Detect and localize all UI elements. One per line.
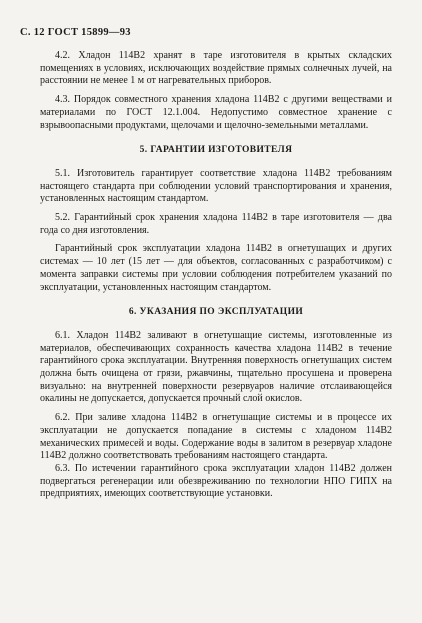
paragraph-6-2: 6.2. При заливе хладона 114В2 в огнетушащие системы и в процессе их эксплуатации не допускается попадание в системы с хладоном 114В2 механических примесей и воды. Содержание воды в залитом в резервуар хладоне 114В2 должно соответствовать требованиям настоящего стандарта. [40, 412, 392, 462]
section-5-heading: 5. ГАРАНТИИ ИЗГОТОВИТЕЛЯ [139, 145, 293, 156]
paragraph-4-2: 4.2. Хладон 114В2 хранят в таре изготовителя в крытых складских помещениях в условиях, исключающих воздействие прямых солнечных лучей, на расстоянии не менее 1 м от нагревательных приборов. [40, 50, 392, 87]
paragraph-4-3: 4.3. Порядок совместного хранения хладона 114В2 с другими веществами и материалами по ГОСТ 12.1.004. Недопустимо совместное хранение с взрывоопасными продуктами, щелочами и щелочно-земельными металлами. [40, 94, 392, 131]
section-6-heading: 6. УКАЗАНИЯ ПО ЭКСПЛУАТАЦИИ [128, 307, 304, 318]
paragraph-6-3: 6.3. По истечении гарантийного срока эксплуатации хладон 114В2 должен подвергаться регенерации или обезвреживанию по технологии НПО ГИПХ на предприятиях, имеющих соответствующие установки. [40, 462, 392, 500]
document-body [40, 50, 392, 501]
page-header: С. 12 ГОСТ 15899—93 [20, 27, 131, 38]
paragraph-5-2-continued: Гарантийный срок эксплуатации хладона 114В2 в огнетушащих и других системах — 10 лет (15 лет — для объектов, согласованных с разработчиком) с момента заправки системы при условии соблюдения потребителем указаний по эксплуатации, установленных настоящим стандартом. [40, 243, 392, 293]
paragraph-5-1: 5.1. Изготовитель гарантирует соответствие хладона 114В2 требованиям настоящего стандарта при соблюдении условий транспортирования и хранения, установленных настоящим стандартом. [40, 167, 392, 205]
paragraph-6-1: 6.1. Хладон 114В2 заливают в огнетушащие системы, изготовленные из материалов, обеспечивающих сохранность качества хладона 114В2 в течение гарантийного срока эксплуатации. Внутренняя поверхность огнетушащих систем должна быть очищена от грязи, ржавчины, тщательно просушена и проверена визуально: на внутренней поверхности резервуаров наличие отслаивающейся окалины не допускается, допускается прочный слой окислов. [40, 329, 392, 405]
paragraph-5-2: 5.2. Гарантийный срок хранения хладона 114В2 в таре изготовителя — два года со дня изготовления. [40, 212, 392, 236]
